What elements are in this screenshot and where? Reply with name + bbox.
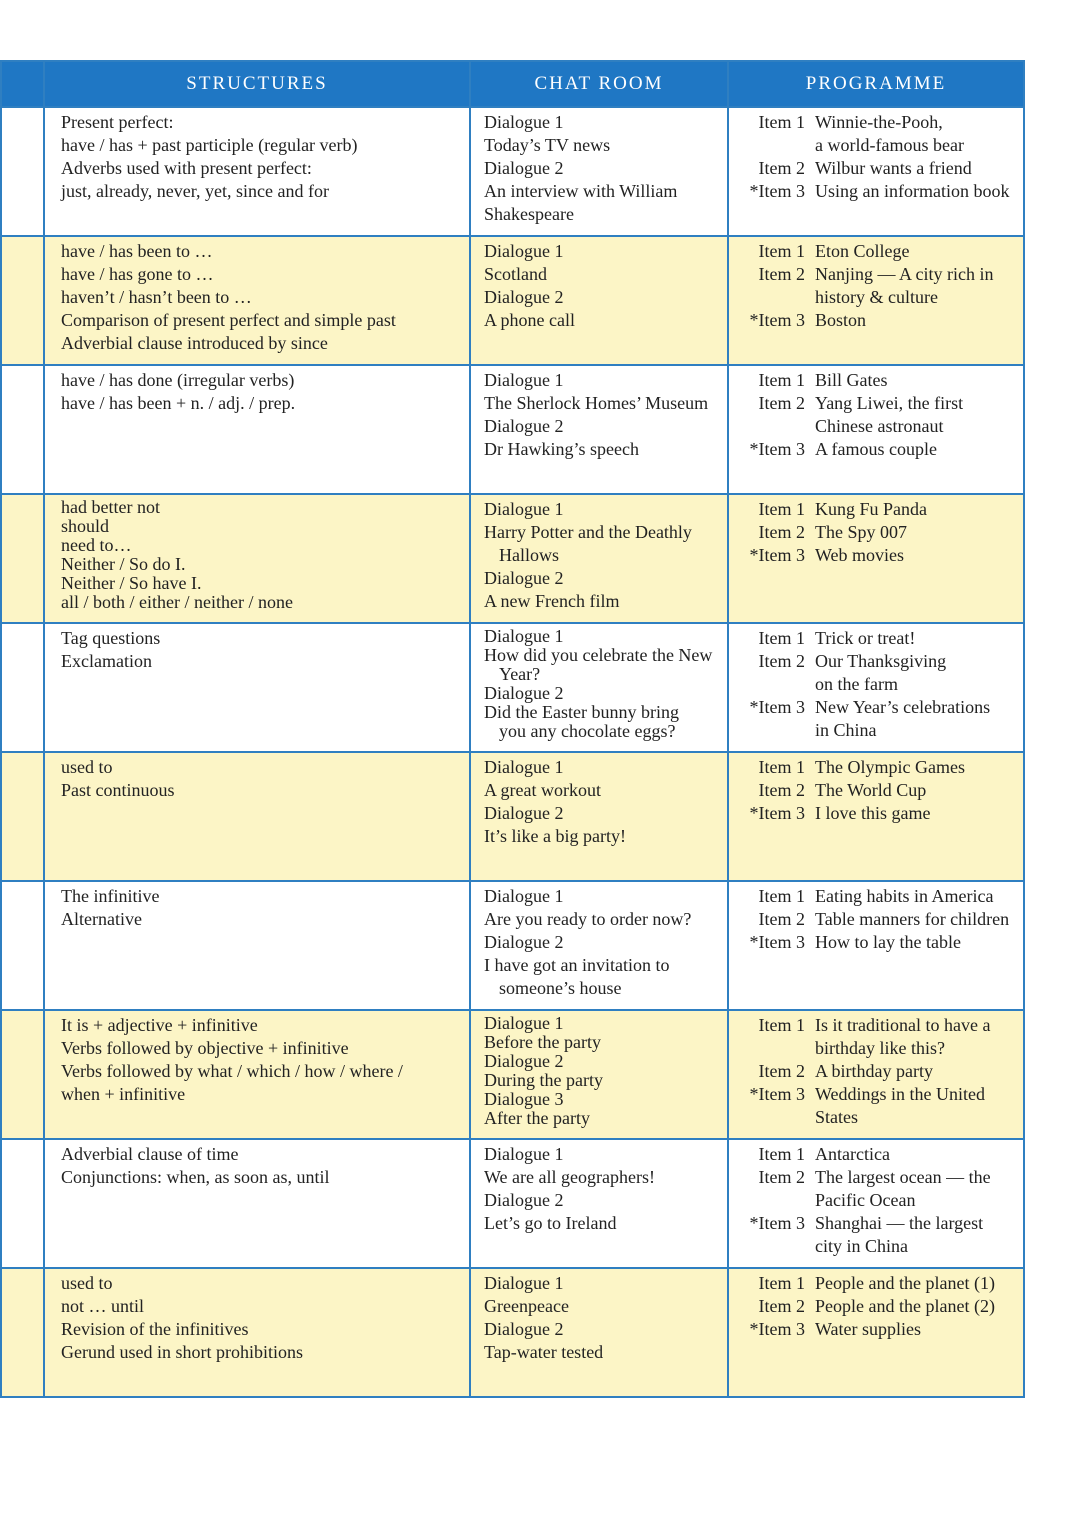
structure-line: Adverbs used with present perfect: — [61, 158, 312, 178]
chat-line: Dialogue 1 — [484, 370, 564, 390]
programme-item: Item 2 Nanjing — A city rich in — [758, 264, 994, 284]
programme-cell — [728, 752, 1024, 881]
programme-cell — [728, 623, 1024, 752]
chat-line: It’s like a big party! — [484, 826, 626, 846]
chat-line: Dialogue 1 — [484, 499, 564, 519]
chat-line: Dialogue 1 — [484, 1144, 564, 1164]
chat-line: Dialogue 1 — [484, 241, 564, 261]
structure-line: Alternative — [61, 909, 142, 929]
programme-cell — [728, 494, 1024, 623]
chat-line: We are all geographers! — [484, 1167, 655, 1187]
programme-item: Item 1 Bill Gates — [758, 370, 888, 390]
table-row — [1, 623, 1024, 752]
programme-item: Item 1 The Olympic Games — [758, 757, 965, 777]
chat-line: Scotland — [484, 264, 547, 284]
structure-line: not … until — [61, 1296, 145, 1316]
structure-line: when + infinitive — [61, 1084, 186, 1104]
chat-line: Dialogue 2 — [484, 683, 564, 703]
programme-item: Item 1 People and the planet (1) — [758, 1273, 995, 1293]
chat-line: Today’s TV news — [484, 135, 611, 155]
structure-line: Adverbial clause introduced by since — [61, 333, 328, 353]
chat-line: Dialogue 2 — [484, 568, 564, 588]
structure-line: have / has done (irregular verbs) — [61, 370, 295, 390]
table-row — [1, 107, 1024, 236]
structures-cell — [44, 881, 470, 1010]
structure-line: haven’t / hasn’t been to … — [61, 287, 252, 307]
chat-line: The Sherlock Homes’ Museum — [484, 393, 709, 413]
structure-line: had better not — [61, 497, 160, 517]
table-row — [1, 1268, 1024, 1397]
programme-item: Item 1 Antarctica — [758, 1144, 890, 1164]
table-row — [1, 1010, 1024, 1139]
programme-cell — [728, 1268, 1024, 1397]
chat-line: A new French film — [484, 591, 620, 611]
table-row — [1, 881, 1024, 1010]
structure-line: Revision of the infinitives — [61, 1319, 249, 1339]
chat-line: Dialogue 2 — [484, 1190, 564, 1210]
header-chat-room: CHAT ROOM — [470, 61, 728, 107]
chat-line: A great workout — [484, 780, 601, 800]
programme-item: Item 2 The Spy 007 — [758, 522, 907, 542]
chat-line: During the party — [484, 1070, 603, 1090]
chat-line: someone’s house — [499, 978, 622, 998]
programme-cell — [728, 365, 1024, 494]
structure-line: Present perfect: — [61, 112, 174, 132]
chat-line: Let’s go to Ireland — [484, 1213, 617, 1233]
programme-item: city in China — [815, 1236, 908, 1256]
structure-line: Tag questions — [61, 628, 161, 648]
chat-line: you any chocolate eggs? — [499, 721, 676, 741]
structure-line: need to… — [61, 535, 132, 555]
programme-item: Item 2 Wilbur wants a friend — [758, 158, 972, 178]
chat-room-cell — [470, 1139, 728, 1268]
chat-line: Dialogue 2 — [484, 932, 564, 952]
table-row — [1, 494, 1024, 623]
table-row — [1, 752, 1024, 881]
programme-item: Item 2 The World Cup — [758, 780, 927, 800]
chat-line: Dialogue 1 — [484, 1273, 564, 1293]
structures-cell — [44, 107, 470, 236]
table-row — [1, 236, 1024, 365]
programme-item: Item 2 Table manners for children — [758, 909, 1010, 929]
chat-line: A phone call — [484, 310, 575, 330]
structure-line: Neither / So do I. — [61, 554, 186, 574]
chat-line: Year? — [499, 664, 541, 684]
chat-line: An interview with William — [484, 181, 678, 201]
chat-line: Before the party — [484, 1032, 601, 1052]
programme-item: *Item 3 Web movies — [749, 545, 905, 565]
programme-cell — [728, 236, 1024, 365]
structure-line: Neither / So have I. — [61, 573, 202, 593]
programme-cell — [728, 1139, 1024, 1268]
structure-line: Adverbial clause of time — [61, 1144, 239, 1164]
chat-line: Dialogue 2 — [484, 803, 564, 823]
chat-line: Dialogue 2 — [484, 1051, 564, 1071]
structures-cell — [44, 1139, 470, 1268]
structure-line: have / has been to … — [61, 241, 213, 261]
programme-item: Item 1 Kung Fu Panda — [758, 499, 927, 519]
programme-item: Chinese astronaut — [815, 416, 944, 436]
programme-item: Item 1 Eating habits in America — [758, 886, 994, 906]
chat-line: Dr Hawking’s speech — [484, 439, 639, 459]
table-row — [1, 1139, 1024, 1268]
chat-room-cell — [470, 365, 728, 494]
chat-line: Dialogue 2 — [484, 416, 564, 436]
chat-line: Harry Potter and the Deathly — [484, 522, 692, 542]
structure-line: have / has gone to … — [61, 264, 214, 284]
programme-cell — [728, 107, 1024, 236]
programme-item: *Item 3 Water supplies — [749, 1319, 922, 1339]
structures-cell — [44, 365, 470, 494]
chat-line: Dialogue 2 — [484, 158, 564, 178]
chat-room-cell — [470, 1268, 728, 1397]
row-lead-cell — [1, 1268, 44, 1397]
structures-cell — [44, 1268, 470, 1397]
header-programme: PROGRAMME — [728, 61, 1024, 107]
chat-room-cell — [470, 623, 728, 752]
structure-line: Verbs followed by what / which / how / where / — [61, 1061, 403, 1081]
structure-line: have / has been + n. / adj. / prep. — [61, 393, 296, 413]
row-lead-cell — [1, 494, 44, 623]
contents-table — [0, 60, 1025, 1398]
structure-line: just, already, never, yet, since and for — [61, 181, 330, 201]
chat-line: How did you celebrate the New — [484, 645, 713, 665]
chat-line: Dialogue 2 — [484, 1319, 564, 1339]
programme-item: *Item 3 Shanghai — the largest — [749, 1213, 984, 1233]
row-lead-cell — [1, 107, 44, 236]
programme-item: *Item 3 How to lay the table — [749, 932, 961, 952]
chat-line: Dialogue 1 — [484, 112, 564, 132]
chat-room-cell — [470, 752, 728, 881]
structure-line: used to — [61, 1273, 113, 1293]
chat-line: Dialogue 1 — [484, 626, 564, 646]
header-structures: STRUCTURES — [44, 61, 470, 107]
programme-item: Item 1 Is it traditional to have a — [758, 1015, 991, 1035]
row-lead-cell — [1, 1010, 44, 1139]
programme-item: Pacific Ocean — [815, 1190, 916, 1210]
programme-item: Item 1 Trick or treat! — [758, 628, 916, 648]
programme-item: States — [815, 1107, 858, 1127]
chat-line: I have got an invitation to — [484, 955, 670, 975]
programme-item: birthday like this? — [815, 1038, 945, 1058]
row-lead-cell — [1, 1139, 44, 1268]
structure-line: have / has + past participle (regular verb) — [61, 135, 358, 155]
table-row — [1, 365, 1024, 494]
structures-cell — [44, 236, 470, 365]
structure-line: Gerund used in short prohibitions — [61, 1342, 303, 1362]
structure-line: Conjunctions: when, as soon as, until — [61, 1167, 330, 1187]
structures-cell — [44, 623, 470, 752]
programme-item: history & culture — [815, 287, 938, 307]
programme-item: *Item 3 New Year’s celebrations — [749, 697, 991, 717]
structure-line: Past continuous — [61, 780, 175, 800]
programme-item: Item 2 Our Thanksgiving — [758, 651, 947, 671]
row-lead-cell — [1, 623, 44, 752]
chat-line: Dialogue 3 — [484, 1089, 564, 1109]
programme-item: Item 2 People and the planet (2) — [758, 1296, 995, 1316]
programme-item: on the farm — [815, 674, 898, 694]
chat-room-cell — [470, 881, 728, 1010]
chat-line: Dialogue 1 — [484, 1013, 564, 1033]
structure-line: The infinitive — [61, 886, 160, 906]
programme-item: in China — [815, 720, 877, 740]
programme-item: *Item 3 Using an information book — [749, 181, 1010, 201]
programme-item: Item 2 Yang Liwei, the first — [758, 393, 964, 413]
structure-line: used to — [61, 757, 113, 777]
chat-room-cell — [470, 1010, 728, 1139]
programme-item: *Item 3 Weddings in the United — [749, 1084, 986, 1104]
programme-item: a world-famous bear — [815, 135, 964, 155]
structure-line: all / both / either / neither / none — [61, 592, 293, 612]
chat-line: Dialogue 2 — [484, 287, 564, 307]
row-lead-cell — [1, 881, 44, 1010]
chat-line: Dialogue 1 — [484, 886, 564, 906]
chat-room-cell — [470, 494, 728, 623]
chat-line: Shakespeare — [484, 204, 574, 224]
programme-cell — [728, 1010, 1024, 1139]
table-header-row — [1, 61, 1024, 107]
row-lead-cell — [1, 365, 44, 494]
chat-line: Hallows — [499, 545, 559, 565]
structure-line: It is + adjective + infinitive — [61, 1015, 258, 1035]
programme-item: *Item 3 Boston — [749, 310, 867, 330]
programme-item: *Item 3 I love this game — [749, 803, 931, 823]
programme-item: Item 1 Winnie-the-Pooh, — [758, 112, 943, 132]
chat-line: After the party — [484, 1108, 590, 1128]
programme-item: Item 2 A birthday party — [758, 1061, 933, 1081]
programme-item: Item 2 The largest ocean — the — [758, 1167, 991, 1187]
structures-cell — [44, 1010, 470, 1139]
programme-item: *Item 3 A famous couple — [749, 439, 937, 459]
structure-line: Comparison of present perfect and simple past — [61, 310, 396, 330]
structure-line: Verbs followed by objective + infinitive — [61, 1038, 349, 1058]
structures-cell — [44, 752, 470, 881]
structures-cell — [44, 494, 470, 623]
row-lead-cell — [1, 236, 44, 365]
chat-line: Dialogue 1 — [484, 757, 564, 777]
programme-cell — [728, 881, 1024, 1010]
chat-room-cell — [470, 236, 728, 365]
chat-line: Are you ready to order now? — [484, 909, 692, 929]
chat-line: Greenpeace — [484, 1296, 569, 1316]
chat-line: Did the Easter bunny bring — [484, 702, 679, 722]
structure-line: should — [61, 516, 110, 536]
chat-room-cell — [470, 107, 728, 236]
header-lead-cell — [1, 61, 44, 107]
chat-line: Tap-water tested — [484, 1342, 604, 1362]
programme-item: Item 1 Eton College — [758, 241, 910, 261]
row-lead-cell — [1, 752, 44, 881]
structure-line: Exclamation — [61, 651, 152, 671]
